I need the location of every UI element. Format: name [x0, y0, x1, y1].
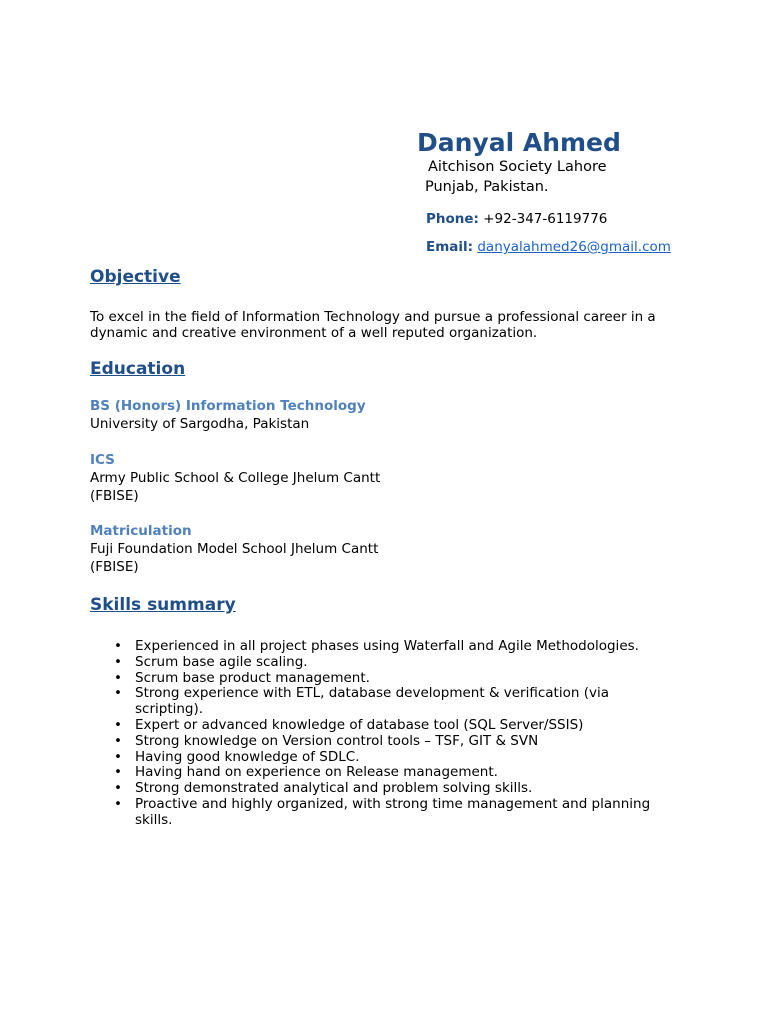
education-matric-institution: Fuji Foundation Model School Jhelum Cantt — [90, 541, 379, 557]
list-item — [90, 781, 680, 797]
list-item — [90, 639, 680, 655]
education-matric-title: Matriculation — [90, 523, 192, 539]
bullet-icon: • — [114, 653, 122, 670]
phone-row — [426, 210, 607, 228]
skill-text: Proactive and highly organized, with strong time management and planning skills. — [135, 795, 651, 828]
education-degree-institution: University of Sargodha, Pakistan — [90, 416, 310, 432]
bullet-icon: • — [114, 780, 122, 797]
bullet-icon: • — [114, 732, 122, 749]
education-degree-title: BS (Honors) Information Technology — [90, 398, 366, 414]
skills-heading: Skills summary — [90, 595, 236, 615]
skill-text: Strong demonstrated analytical and problem solving skills. — [135, 780, 533, 797]
email-row — [426, 238, 671, 256]
skill-text: Scrum base agile scaling. — [135, 653, 308, 670]
bullet-icon: • — [114, 669, 122, 686]
education-matric-board: (FBISE) — [90, 559, 139, 575]
education-ics-institution: Army Public School & College Jhelum Cantt — [90, 470, 381, 486]
bullet-icon: • — [114, 795, 122, 812]
bullet-icon: • — [114, 764, 122, 781]
skill-text: Scrum base product management. — [135, 669, 370, 686]
skills-list — [90, 639, 680, 829]
bullet-icon: • — [114, 748, 122, 765]
email-link[interactable]: danyalahmed26@gmail.com — [477, 239, 671, 255]
list-item — [90, 750, 680, 766]
objective-text: To excel in the field of Information Technology and pursue a professional career in a dynamic and creative environment of a well reputed organization. — [90, 309, 656, 341]
bullet-icon: • — [114, 638, 122, 654]
skill-text: Strong knowledge on Version control tools – TSF, GIT & SVN — [135, 732, 539, 749]
skill-text: Having hand on experience on Release management. — [135, 764, 498, 781]
skill-text: Experienced in all project phases using Waterfall and Agile Methodologies. — [135, 638, 639, 654]
list-item — [90, 765, 680, 781]
email-label: Email: — [426, 239, 474, 255]
candidate-name: Danyal Ahmed — [417, 128, 621, 157]
education-heading: Education — [90, 359, 186, 379]
phone-label: Phone: — [426, 211, 479, 227]
list-item — [90, 671, 680, 687]
skill-text: Strong experience with ETL, database development & verification (via scripting). — [135, 685, 609, 718]
address-line-2: Punjab, Pakistan. — [425, 179, 549, 195]
list-item — [90, 686, 680, 718]
resume-header — [417, 126, 747, 255]
list-item — [90, 718, 680, 734]
education-ics-board: (FBISE) — [90, 488, 139, 504]
phone-number: +92-347-6119776 — [483, 211, 608, 227]
address-line-1: Aitchison Society Lahore — [428, 159, 607, 175]
list-item — [90, 655, 680, 671]
list-item — [90, 797, 680, 829]
bullet-icon: • — [114, 716, 122, 733]
education-ics-title: ICS — [90, 452, 115, 468]
objective-heading: Objective — [90, 267, 181, 287]
skill-text: Expert or advanced knowledge of database tool (SQL Server/SSIS) — [135, 716, 584, 733]
bullet-icon: • — [114, 685, 122, 702]
skill-text: Having good knowledge of SDLC. — [135, 748, 360, 765]
list-item — [90, 734, 680, 750]
